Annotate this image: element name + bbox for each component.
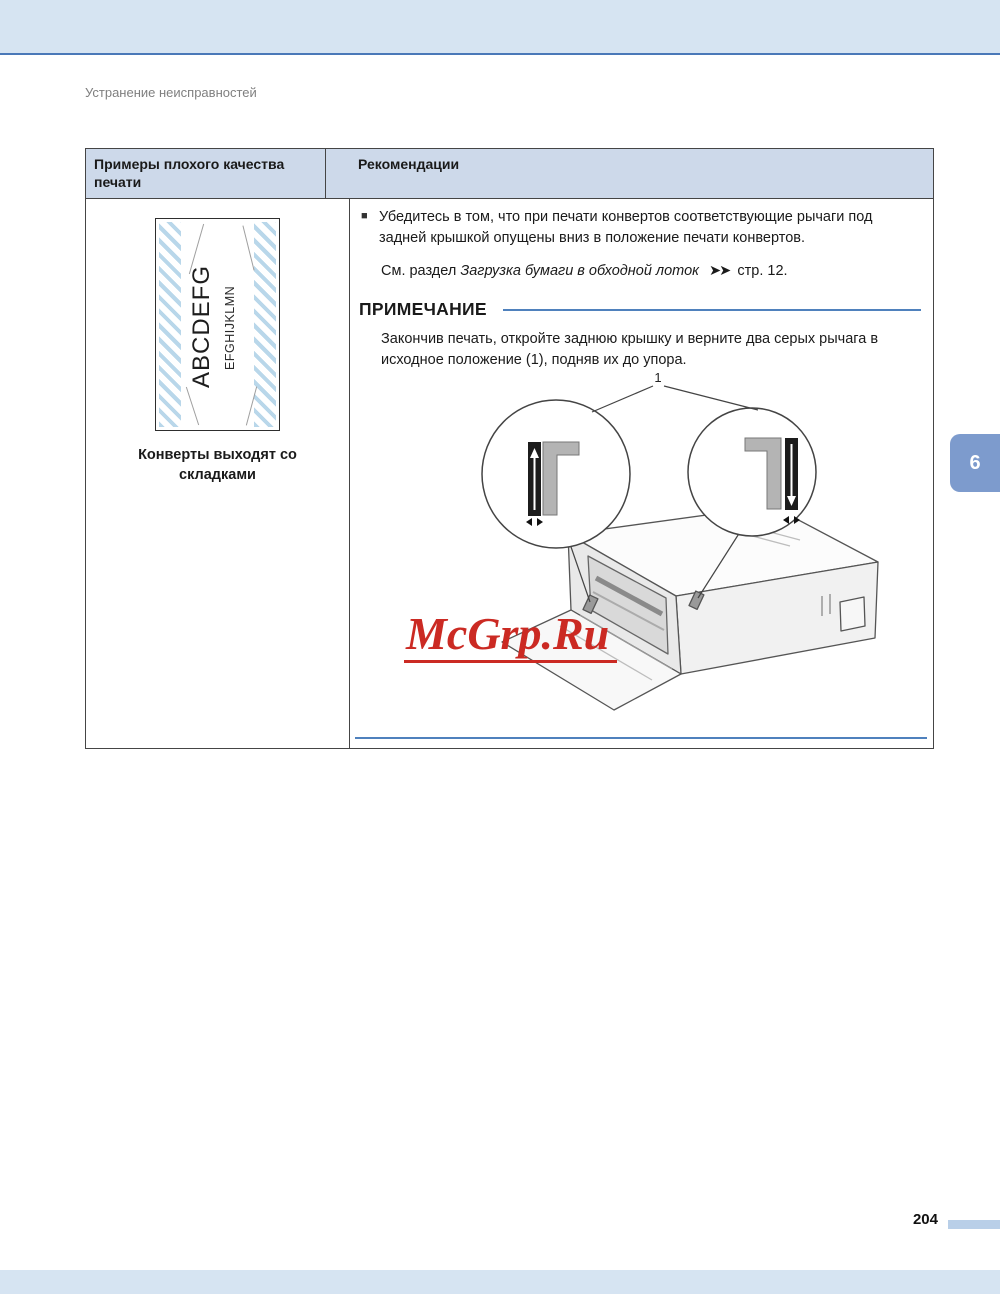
double-arrow-icon: ➤➤ bbox=[709, 263, 730, 280]
callout-right-lever bbox=[688, 408, 816, 536]
envelope-text-large: ABCDEFG bbox=[188, 264, 215, 388]
crease-line bbox=[242, 225, 254, 270]
note-title: ПРИМЕЧАНИЕ bbox=[359, 298, 487, 319]
chapter-tab: 6 bbox=[950, 434, 1000, 492]
envelope-hatch-left bbox=[159, 222, 181, 427]
note-block bbox=[358, 297, 925, 372]
figure-label-group bbox=[592, 370, 758, 412]
printer-illustration bbox=[440, 364, 920, 732]
envelope-text-small: EFGHIJKLMN bbox=[223, 285, 237, 371]
see-page-ref: стр. 12. bbox=[737, 263, 788, 280]
footer-bar bbox=[948, 1220, 1000, 1229]
watermark: McGrp.Ru bbox=[404, 611, 617, 663]
figure-label: 1 bbox=[654, 369, 662, 385]
bullet-text: Убедитесь в том, что при печати конвертов соответствующие рычаги под задней крышкой опущены вниз в положение печати конвертов. bbox=[379, 208, 873, 246]
printer-figure-svg bbox=[440, 364, 920, 732]
note-title-row bbox=[359, 297, 925, 322]
envelope-hatch-right bbox=[254, 222, 276, 427]
example-cell bbox=[86, 199, 350, 748]
bullet-square-icon: ■ bbox=[361, 209, 368, 222]
note-body: Закончив печать, откройте заднюю крышку и верните два серых рычага в исходное положение (1), подняв их до упора. bbox=[381, 330, 879, 368]
print-quality-table bbox=[85, 148, 934, 749]
see-section-title: Загрузка бумаги в обходной лоток bbox=[460, 263, 699, 280]
bullet-item bbox=[358, 207, 925, 248]
recommendation-cell bbox=[350, 199, 933, 748]
table-body-row bbox=[86, 199, 933, 748]
envelope-sample-image bbox=[155, 218, 280, 431]
column-header-examples: Примеры плохого качества печати bbox=[86, 149, 326, 198]
callout-left-lever bbox=[482, 400, 630, 548]
example-caption: Конверты выходят со складками bbox=[138, 446, 297, 483]
table-header-row bbox=[86, 149, 933, 199]
bottom-banner bbox=[0, 1270, 1000, 1294]
page-number: 204 bbox=[912, 1211, 938, 1228]
see-also-line bbox=[381, 261, 925, 282]
note-title-rule bbox=[503, 309, 921, 311]
note-bottom-rule bbox=[355, 737, 927, 739]
breadcrumb: Устранение неисправностей bbox=[85, 85, 257, 100]
top-banner bbox=[0, 0, 1000, 55]
see-prefix: См. раздел bbox=[381, 263, 457, 280]
column-header-recommendations: Рекомендации bbox=[358, 156, 460, 172]
